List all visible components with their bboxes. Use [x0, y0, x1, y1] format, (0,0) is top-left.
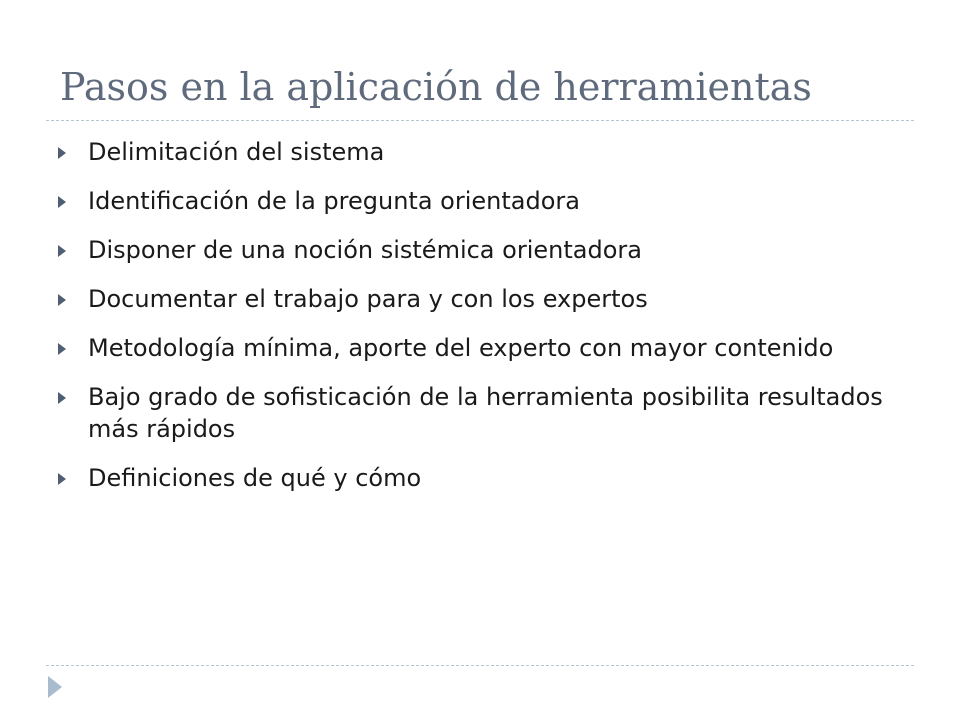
triangle-right-icon	[58, 196, 66, 208]
triangle-right-icon	[58, 294, 66, 306]
triangle-right-icon	[58, 147, 66, 159]
triangle-right-icon	[58, 473, 66, 485]
bullet-text: Delimitación del sistema	[88, 138, 385, 166]
slide-title: Pasos en la aplicación de herramientas	[60, 65, 812, 109]
bullet-item	[56, 332, 916, 364]
bullet-item	[56, 136, 916, 168]
bullet-list	[56, 136, 916, 511]
triangle-right-icon	[58, 245, 66, 257]
bullet-text: Identificación de la pregunta orientadora	[88, 187, 580, 215]
bullet-text: Documentar el trabajo para y con los expertos	[88, 285, 648, 313]
bullet-item	[56, 283, 916, 315]
bullet-item	[56, 381, 916, 445]
bullet-text: Metodología mínima, aporte del experto con mayor contenido	[88, 334, 834, 362]
bullet-item	[56, 234, 916, 266]
bullet-text: Definiciones de qué y cómo	[88, 464, 422, 492]
footer-triangle-icon	[48, 676, 62, 698]
triangle-right-icon	[58, 343, 66, 355]
bullet-text: Disponer de una noción sistémica orientadora	[88, 236, 642, 264]
title-divider	[46, 120, 914, 121]
footer-divider	[46, 665, 914, 666]
bullet-item	[56, 462, 916, 494]
bullet-text: Bajo grado de sofisticación de la herramienta posibilita resultados más rápidos	[88, 383, 883, 443]
triangle-right-icon	[58, 392, 66, 404]
bullet-item	[56, 185, 916, 217]
